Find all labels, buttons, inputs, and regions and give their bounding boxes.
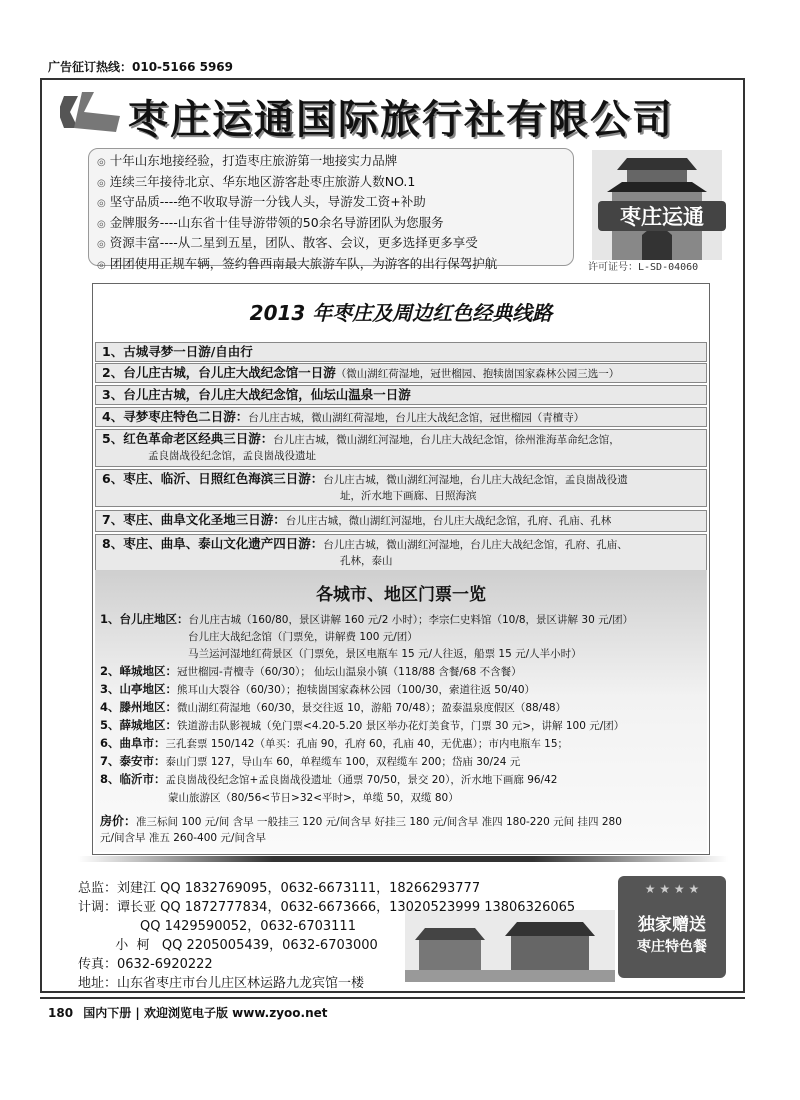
contact-address: 地址：山东省枣庄市台儿庄区林运路九龙宾馆一楼: [78, 976, 365, 991]
page-number: 180: [48, 1006, 74, 1020]
gift-line1: 独家赠送: [638, 915, 706, 935]
footer-text: 国内下册 | 欢迎浏览电子版 www.zyoo.net: [83, 1006, 328, 1020]
star-icon: ★ ★ ★ ★: [644, 882, 700, 896]
ticket-row: 2、峄城地区：冠世榴园-青檀寺（60/30）； 仙坛山温泉小镇（118/88 含餐/68 不含餐）: [100, 664, 522, 678]
badge-logo-text: 枣庄运通: [598, 201, 726, 231]
ad-hotline: 广告征订热线：010-5166 5969: [48, 60, 234, 74]
ticket-row: 8、临沂市：孟良崮战役纪念馆+孟良崮战役遗址（通票 70/50，景交 20），沂水地下画廊 96/42: [100, 772, 558, 786]
building-image-icon: [405, 910, 615, 982]
contact-director: 总监：刘建江 QQ 1832769095，0632-6673111，18266293777: [78, 881, 481, 896]
feature-list: [88, 148, 574, 271]
feature-item: ◎ 十年山东地接经验，打造枣庄旅游第一地接实力品牌: [97, 153, 398, 168]
divider: [78, 856, 728, 862]
feature-item: ◎ 团团使用正规车辆，签约鲁西南最大旅游车队，为游客的出行保驾护航: [97, 255, 498, 271]
feature-item: ◎ 坚守品质----绝不收取导游一分钱人头，导游发工资+补助: [97, 194, 426, 209]
feature-item: ◎ 金牌服务----山东省十佳导游带领的50余名导游团队为您服务: [97, 214, 444, 230]
room-prices: 房价：准三标间 100 元/间 含早 一般挂三 120 元/间含早 好挂三 180 元/间含早 准四 180-220 元间 挂四 280 元/间含早 准五 260-400 元/间含早: [100, 814, 622, 844]
tickets-title: 各城市、地区门票一览: [316, 585, 486, 605]
route-item: 1、古城寻梦一日游/自由行: [95, 342, 707, 362]
footer-divider: [40, 997, 745, 999]
company-logo-icon: [60, 88, 122, 136]
ticket-row: 1、台儿庄地区：台儿庄古城（160/80，景区讲解 160 元/2 小时）；李宗仁史料馆（10/8，景区讲解 30 元/团）: [100, 612, 634, 626]
ticket-row: 马兰运河湿地红荷景区（门票免，景区电瓶车 15 元/人往返，船票 15 元/人半小时）: [188, 648, 582, 660]
ticket-row: 7、泰安市：泰山门票 127，导山车 60，单程缆车 100，双程缆车 200；岱庙 30/24 元: [100, 754, 521, 768]
ticket-row: 6、曲阜市：三孔套票 150/142（单买：孔庙 90，孔府 60，孔庙 40，无优惠）；市内电瓶车 15；: [100, 736, 569, 750]
route-item: 5、红色革命老区经典三日游：台儿庄古城，微山湖红河湿地，台儿庄大战纪念馆，徐州淮海革命纪念馆， 孟良崮战役纪念馆，孟良崮战役遗址: [95, 429, 707, 467]
ticket-row: 台儿庄大战纪念馆（门票免，讲解费 100 元/团）: [188, 631, 418, 643]
contact-xiaoke: 小 柯 QQ 2205005439，0632-6703000: [78, 938, 378, 953]
route-item: 8、枣庄、曲阜、泰山文化遗产四日游：台儿庄古城，微山湖红河湿地，台儿庄大战纪念馆，孔府、孔庙、 孔林，泰山: [95, 534, 707, 572]
feature-item: ◎ 资源丰富----从二星到五星，团队、散客、会议，更多选择更多享受: [97, 235, 478, 250]
company-name: 枣庄运通国际旅行社有限公司: [128, 97, 674, 143]
contact-planner: 计调：谭长亚 QQ 1872777834，0632-6673666，13020523999 13806326065: [78, 900, 576, 915]
route-item: 6、枣庄、临沂、日照红色海滨三日游：台儿庄古城，微山湖红河湿地，台儿庄大战纪念馆，孟良崮战役遗 址，沂水地下画廊、日照海滨: [95, 469, 707, 507]
contact-planner-qq: QQ 1429590052，0632-6703111: [78, 919, 356, 934]
route-item: 4、寻梦枣庄特色二日游：台儿庄古城，微山湖红荷湿地，台儿庄大战纪念馆，冠世榴园（青檀寺）: [95, 407, 707, 427]
feature-item: ◎ 连续三年接待北京、华东地区游客赴枣庄旅游人数NO.1: [97, 173, 416, 189]
ticket-row: 4、滕州地区：微山湖红荷湿地（60/30，景交往返 10，游船 70/48）；盈泰温泉度假区（88/48）: [100, 700, 567, 714]
ticket-row: 5、薛城地区：铁道游击队影视城（免门票<4.20-5.20 景区举办花灯美食节，门票 30 元>，讲解 100 元/团）: [100, 718, 625, 732]
routes-title: 2013 年枣庄及周边红色经典线路: [249, 301, 553, 325]
gift-line2: 枣庄特色餐: [637, 939, 707, 955]
route-item: 7、枣庄、曲阜文化圣地三日游：台儿庄古城，微山湖红河湿地，台儿庄大战纪念馆，孔府、孔庙、孔林: [95, 510, 707, 532]
license-number: 许可证号：L-SD-04060: [588, 262, 699, 273]
ticket-row: 3、山亭地区：熊耳山大裂谷（60/30）；抱犊崮国家森林公园（100/30，索道往返 50/40）: [100, 682, 536, 696]
ticket-row: 蒙山旅游区（80/56<节日>32<平时>，单缆 50，双缆 80）: [168, 792, 459, 804]
route-item: 3、台儿庄古城，台儿庄大战纪念馆，仙坛山温泉一日游: [95, 385, 707, 405]
route-item: 2、台儿庄古城，台儿庄大战纪念馆一日游（微山湖红荷湿地，冠世榴园、抱犊崮国家森林公园三选一）: [95, 363, 707, 383]
contact-fax: 传真：0632-6920222: [78, 957, 213, 972]
page-footer: [48, 1004, 328, 1021]
